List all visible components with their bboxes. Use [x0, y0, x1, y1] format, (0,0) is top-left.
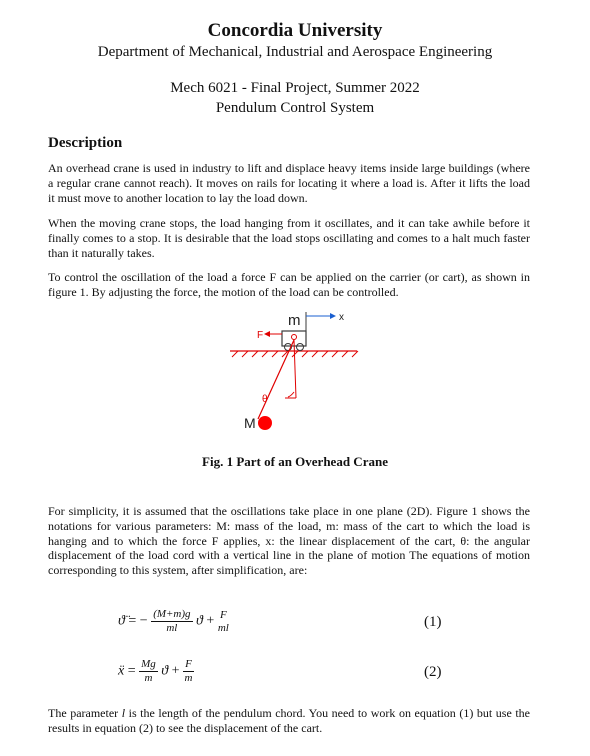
p5-before: The parameter	[48, 706, 122, 720]
eq1-frac1-den: ml	[166, 622, 178, 634]
eq2-frac1-num: Mg	[141, 658, 156, 670]
cart-mass-label: m	[288, 312, 301, 329]
eq2-frac2-num: F	[185, 658, 192, 670]
eq1-fraction-2	[218, 609, 229, 635]
eq1-equals: =	[128, 613, 137, 629]
eq2-fraction-1	[139, 658, 158, 685]
university-title: Concordia University	[207, 20, 383, 41]
p5-variable: l	[121, 706, 126, 720]
paragraph-2: When the moving crane stops, the load hanging from it oscillates, and it can take awhile before it finally comes to a stop. It is desirable that the load stops oscillating and comes to a halt much faster than it naturally takes.	[48, 216, 530, 260]
eq2-frac1-den: m	[144, 672, 153, 684]
eq2-equals: =	[127, 663, 136, 679]
eq1-frac2-den: ml	[217, 621, 229, 634]
equation-1-number: (1)	[424, 614, 442, 630]
eq2-lhs: ẍ	[118, 663, 125, 679]
equation-2	[118, 658, 194, 685]
load-mass-label: M	[244, 415, 256, 431]
eq1-lhs: ϑ̈	[118, 613, 125, 629]
eq1-fraction-1	[151, 608, 192, 635]
crane-figure	[222, 306, 382, 436]
department-name: Department of Mechanical, Industrial and Aerospace Engineering	[97, 44, 493, 60]
force-label: F	[257, 330, 264, 341]
equation-2-number: (2)	[424, 664, 442, 680]
eq2-plus: +	[171, 663, 180, 679]
x-label: x	[339, 312, 344, 323]
eq2-var: ϑ	[161, 663, 169, 679]
description-heading: Description	[48, 135, 123, 151]
eq2-frac2-den: m	[184, 672, 193, 684]
eq1-plus: +	[206, 613, 215, 629]
p5-after: is the length of the pendulum chord. You need to work on equation (1) but use the results in equation (2) to see the displacement of the cart.	[48, 706, 530, 735]
paragraph-3: To control the oscillation of the load a force F can be applied on the carrier (or cart), as shown in figure 1. By adjusting the force, the motion of the load can be controlled.	[48, 270, 530, 299]
eq2-fraction-2	[183, 658, 194, 685]
eq1-frac1-num: (M+m)g	[153, 608, 191, 620]
eq1-minus: −	[139, 613, 148, 629]
theta-label: θ	[262, 394, 268, 405]
figure-caption: Fig. 1 Part of an Overhead Crane	[202, 454, 388, 469]
paragraph-5	[48, 706, 530, 736]
paragraph-4: For simplicity, it is assumed that the oscillations take place in one plane (2D). Figure 1 shows the notations for various parameters: M: mass of the load, m: mass of the cart to which the load is hanging and to which the force F applies, x: the linear displacement of the cart, θ: the angular displacement of the load cord with a vertical line in the plane of motion The equations of motion corresponding to this system, after simplification, are:	[48, 504, 530, 578]
x-axis-arrow	[306, 312, 336, 331]
eq1-var: ϑ	[196, 613, 203, 629]
eq1-frac2-num: F	[219, 608, 227, 621]
project-title: Pendulum Control System	[215, 100, 375, 116]
load-mass	[258, 416, 272, 430]
paragraph-1: An overhead crane is used in industry to lift and displace heavy items inside large buildings (where a regular crane cannot reach). It moves on rails for locating it where a load is. After it lifts the load it must move to another location to lay the load down.	[48, 161, 530, 205]
equation-1	[118, 608, 229, 635]
course-line: Mech 6021 - Final Project, Summer 2022	[170, 80, 420, 96]
force-arrow	[264, 331, 282, 337]
